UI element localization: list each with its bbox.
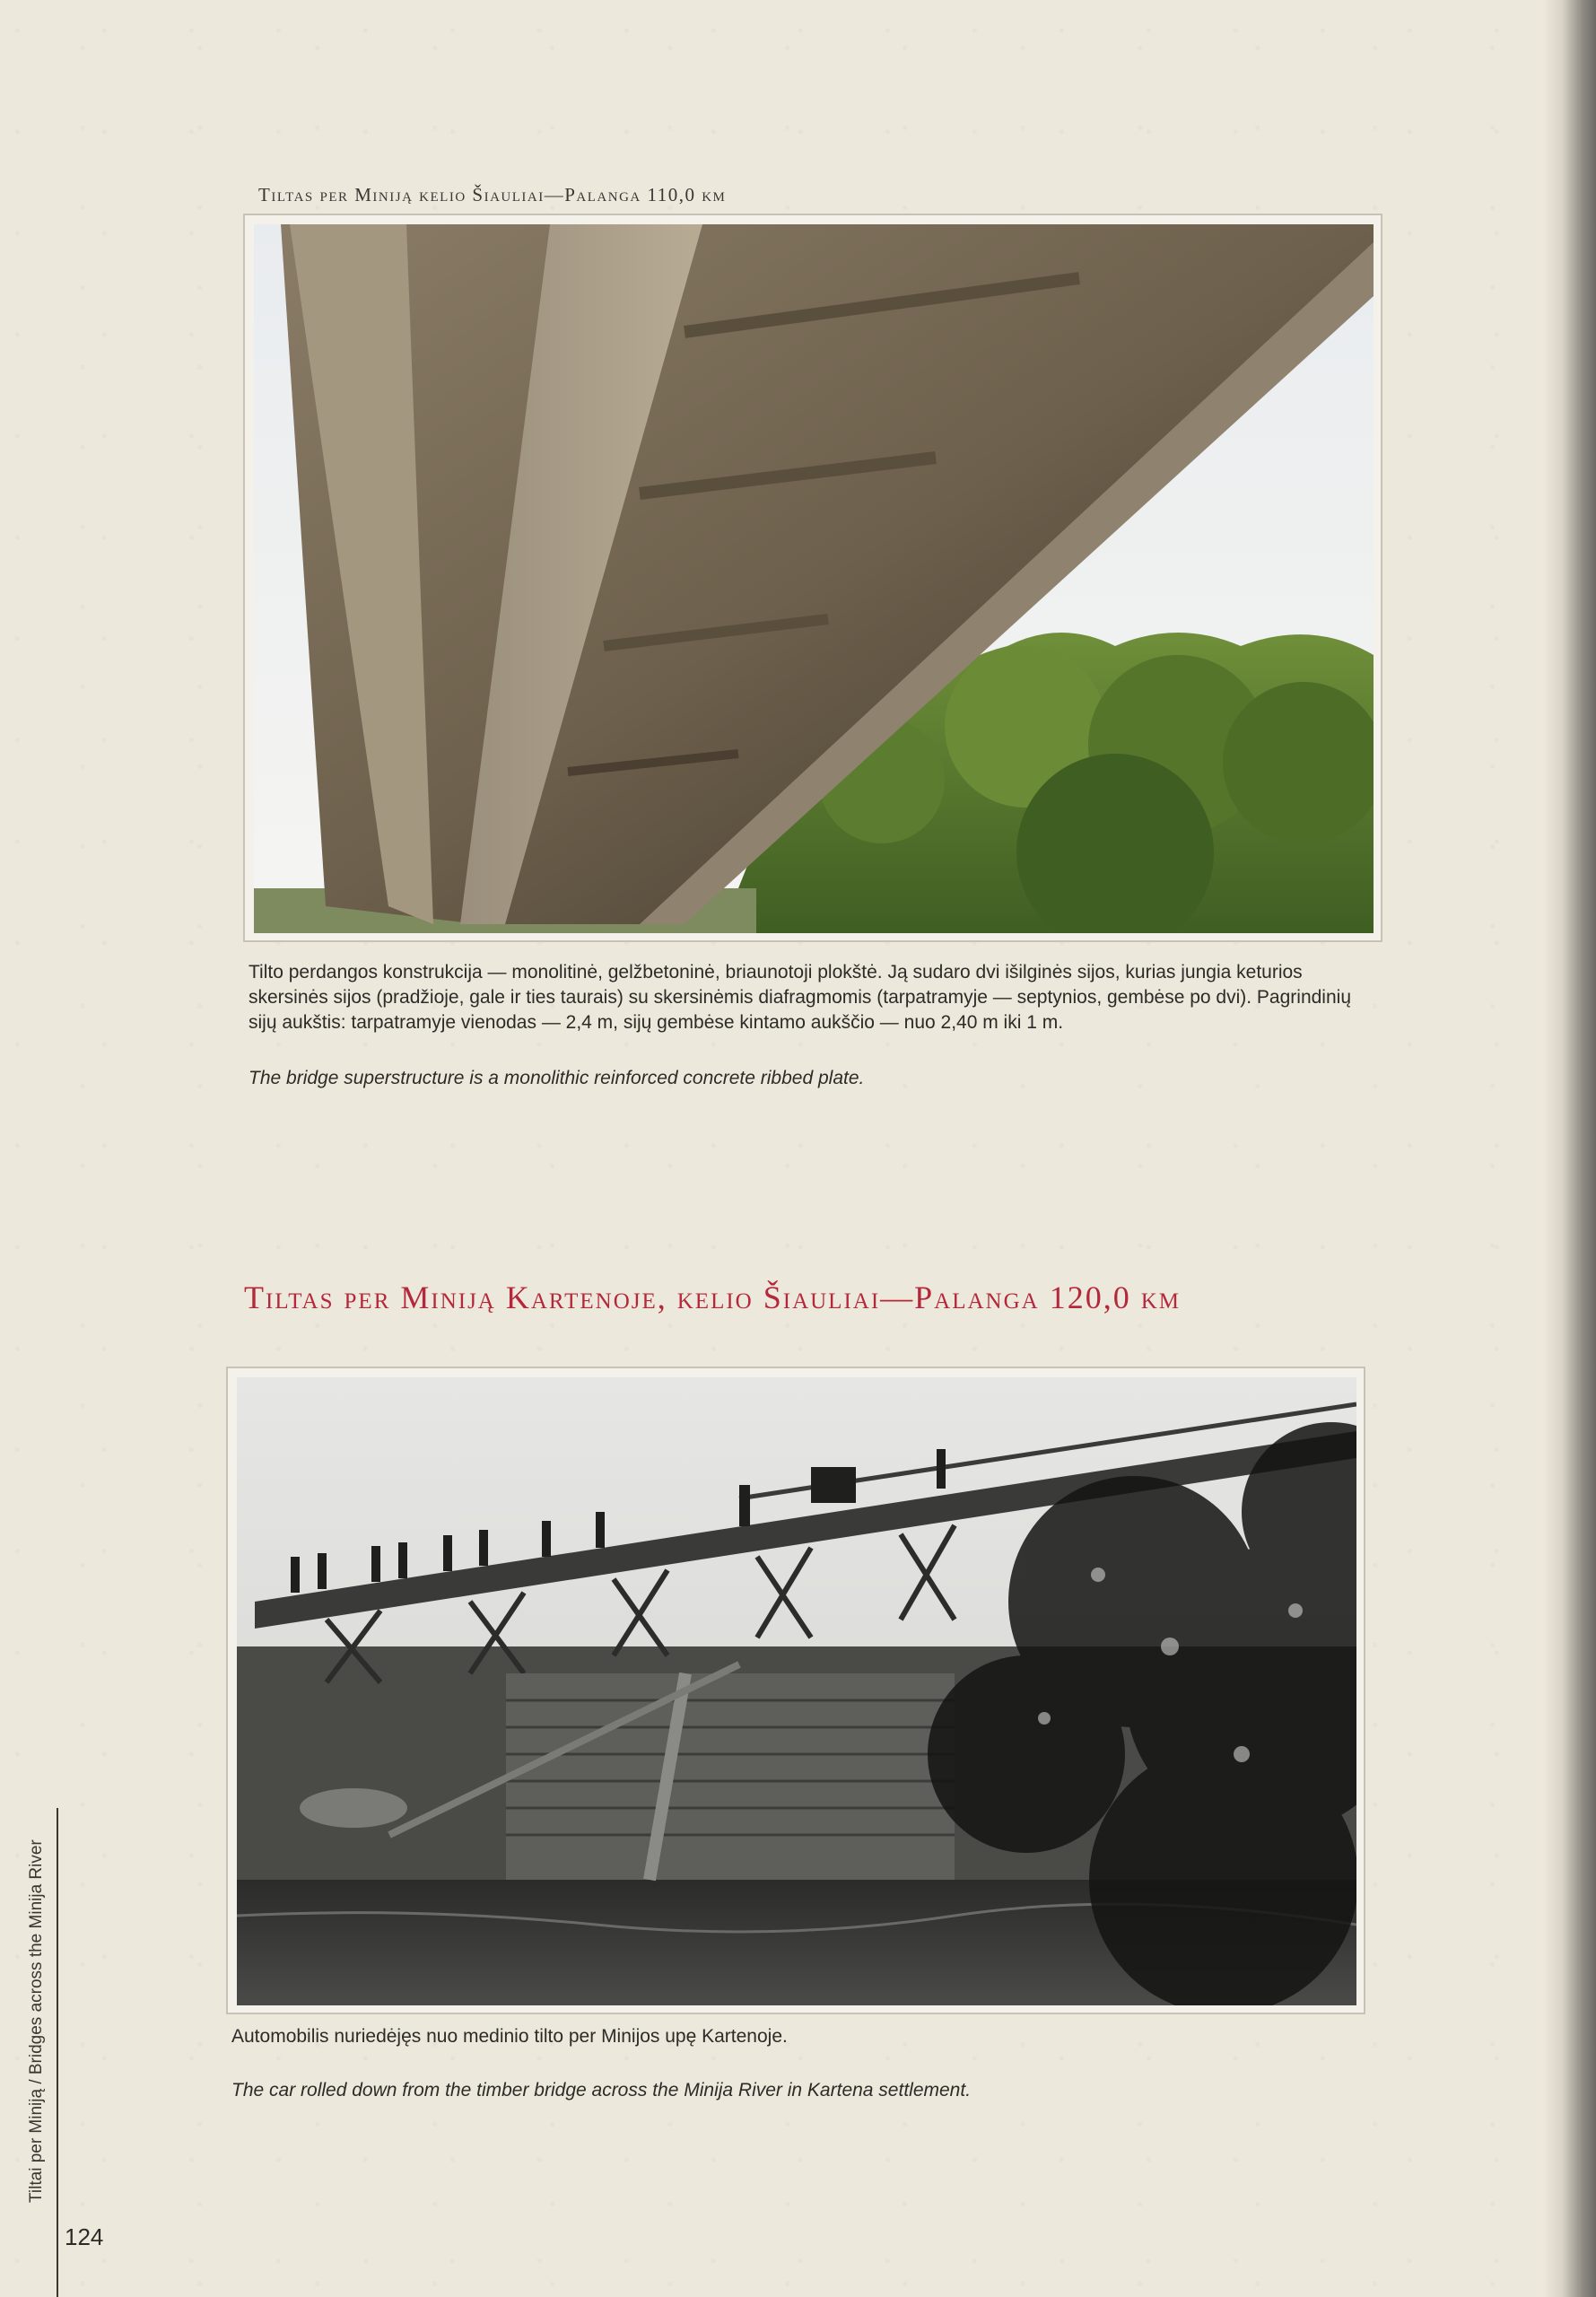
bridge-underside-photo xyxy=(243,214,1382,942)
bridge-description-lithuanian: Tilto perdangos konstrukcija — monolitinė, gelžbetoninė, briaunotoji plokštė. Ją sudaro dvi išilginės sijos, kurias jungia keturios skersinės sijos (pradžioje, gale ir ties taurais) su skersinėmis diafragmomis (tarpatramyje — septynios, gembėse po dvi). Pagrindinių sijų aukštis: tarpatramyje vienodas — 2,4 m, sijų gembėse kintamo aukščio — nuo 2,40 m iki 1 m. xyxy=(249,962,1351,1033)
top-photo-caption: Tiltas per Miniją kelio Šiauliai—Palanga 110,0 km xyxy=(258,184,727,205)
timber-bridge-image xyxy=(237,1377,1356,2005)
side-rule xyxy=(57,1808,58,2297)
timber-bridge-caption-english: The car rolled down from the timber bridge across the Minija River in Kartena settlement. xyxy=(231,2080,972,2100)
running-section-label: Tiltai per Miniją / Bridges across the Minija River xyxy=(27,1839,46,2203)
timber-bridge-photo xyxy=(226,1367,1365,2014)
bridge-description-english: The bridge superstructure is a monolithic reinforced concrete ribbed plate. xyxy=(249,1068,865,1088)
section-title: Tiltas per Miniją Kartenoje, kelio Šiauliai—Palanga 120,0 km xyxy=(244,1280,1181,1315)
page-number: 124 xyxy=(65,2223,104,2250)
bridge-underside-image xyxy=(254,224,1374,933)
timber-bridge-caption-lithuanian: Automobilis nuriedėjęs nuo medinio tilto per Minijos upę Kartenoje. xyxy=(231,2026,788,2047)
book-spine-shadow xyxy=(1544,0,1596,2297)
